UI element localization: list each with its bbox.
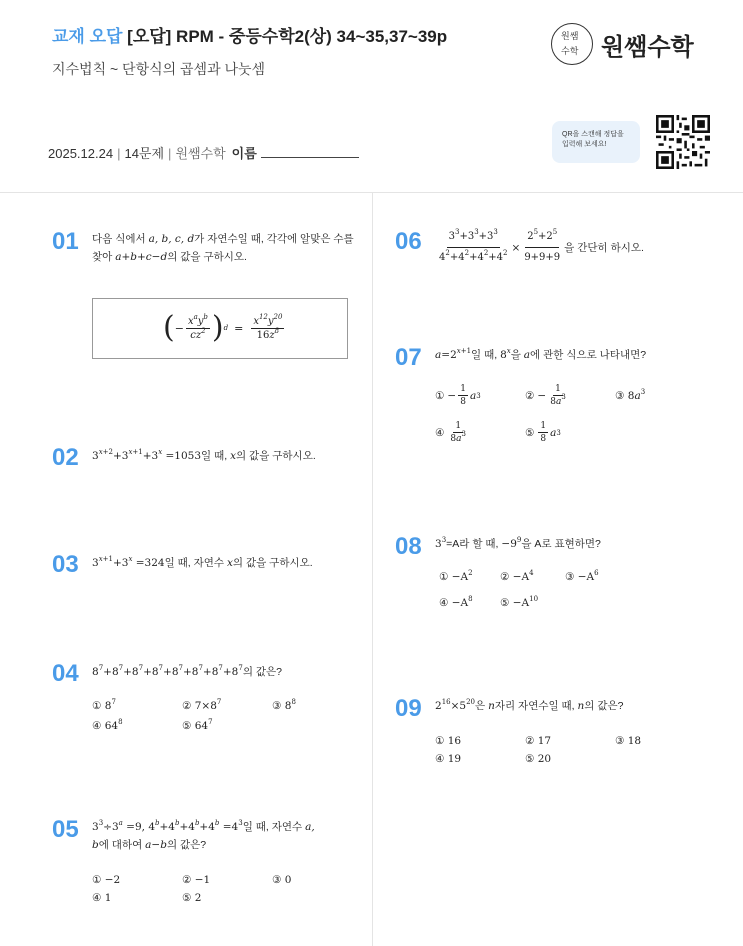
text: 의 값은? <box>242 666 283 678</box>
option-1[interactable]: ① −2 <box>92 874 121 886</box>
option-1[interactable]: ① 16 <box>435 735 462 747</box>
option-3[interactable]: ③ $-A^6$ <box>565 569 599 583</box>
question-text: $3^{x+2}+3^{x+1}+3^x =1053$일 때, x의 값을 구하시오. <box>92 448 316 462</box>
option-1[interactable]: ① − $\frac{1}{8}$ a 3 <box>435 384 481 407</box>
name-field[interactable] <box>261 145 359 158</box>
math-var: n <box>488 700 495 712</box>
math-vars: a, b, c, d <box>148 233 195 245</box>
question-number: 06 <box>395 228 422 255</box>
page-title <box>52 22 447 47</box>
question-number: 05 <box>52 816 79 843</box>
text: 을 <box>510 349 524 361</box>
text: 에 대하여 <box>98 839 146 851</box>
text: 의 값은? <box>166 839 207 851</box>
qr-note <box>552 121 640 163</box>
divider: | <box>117 146 121 161</box>
text: 찾아 <box>92 251 116 263</box>
question-text: $3^3\div 3^a =9$, $4^b+4^b+4^b+4^b =4^3$일 때, 자연수 a, b에 대하여 a−b의 값은? <box>92 819 315 851</box>
worksheet-date: 2025.12.24 <box>48 146 114 161</box>
problem-count: 14문제 <box>124 146 165 161</box>
math-expr: a+b+c−d <box>115 251 168 263</box>
logo-seal-top: 원쌤 <box>561 31 579 41</box>
option-3[interactable]: ③ 0 <box>272 874 292 886</box>
option-5[interactable]: ⑤ $64^7$ <box>182 718 213 732</box>
math-var: n <box>577 700 585 712</box>
option-2[interactable]: ② −1 <box>182 874 211 886</box>
question-number: 08 <box>395 533 422 560</box>
math-var: a, <box>305 821 315 833</box>
page-subtitle: 지수법칙 ~ 단항식의 곱셈과 나눗셈 <box>52 61 266 77</box>
name-label: 이름 <box>231 146 257 161</box>
question-text: $a=2^{x+1}$일 때, 8$^x$을 a에 관한 식으로 나타내면? <box>435 347 647 361</box>
question-number: 04 <box>52 660 79 687</box>
text: 다음 식에서 <box>92 233 149 245</box>
qr-note-line1: QR을 스캔해 정답을 <box>562 131 624 138</box>
text: 의 값을 구하시오. <box>167 251 247 263</box>
option-5[interactable]: ⑤ $-A^{10}$ <box>500 595 539 609</box>
divider: | <box>168 146 172 161</box>
text: =A라 할 때, <box>446 538 502 550</box>
option-4[interactable]: ④ $-A^8$ <box>439 595 473 609</box>
qr-code-icon[interactable] <box>656 115 710 169</box>
title-prefix: 교재 오답 <box>52 27 123 46</box>
text: 자리 자연수일 때, <box>494 700 578 712</box>
logo-text: 원쌤수학 <box>601 33 694 61</box>
option-3[interactable]: ③ $8^8$ <box>272 698 296 712</box>
text: 을 A로 표현하면? <box>521 538 601 550</box>
option-2[interactable]: ② − $\frac{1}{8a^3}$ <box>525 384 566 407</box>
option-3[interactable]: ③ 18 <box>615 735 642 747</box>
question-number: 03 <box>52 551 79 578</box>
question-number: 07 <box>395 344 422 371</box>
text: 가 자연수일 때, 각각에 알맞은 수를 <box>194 233 354 245</box>
brand-logo <box>551 22 694 66</box>
option-5[interactable]: ⑤ 2 <box>182 892 202 904</box>
qr-note-line2: 입력해 보세요! <box>562 141 607 148</box>
option-2[interactable]: ② $-A^4$ <box>500 569 534 583</box>
question-number: 01 <box>52 228 79 255</box>
math-var: b <box>92 839 99 851</box>
question-number: 02 <box>52 444 79 471</box>
option-2[interactable]: ② $7\times 8^7$ <box>182 698 222 712</box>
text: 일 때, 자연수 <box>164 557 227 569</box>
worksheet-meta <box>48 143 359 162</box>
text: 에 관한 식으로 나타내면? <box>530 349 647 361</box>
question-text: $8^7+8^7+8^7+8^7+8^7+8^7+8^7+8^7$의 값은? <box>92 664 283 678</box>
publisher-name: 원쌤수학 <box>175 146 226 161</box>
text: 의 값을 구하시오. <box>236 450 316 462</box>
math-var: x <box>230 450 236 462</box>
option-4[interactable]: ④ 1 <box>92 892 112 904</box>
option-5[interactable]: ⑤ $\frac{1}{8}$ a 3 <box>525 421 561 444</box>
option-4[interactable]: ④ $\frac{1}{8a^3}$ <box>435 421 466 444</box>
question-text <box>92 230 354 266</box>
math-var: a <box>523 349 531 361</box>
logo-seal-bottom: 수학 <box>561 46 579 56</box>
math-expr: a−b <box>145 839 167 851</box>
text: 일 때, <box>471 349 501 361</box>
text: 은 <box>475 700 489 712</box>
question-text: $\frac{3^3+3^3+3^3}{4^2+4^2+4^2+4^2}$ × $\frac{2^5+2^5}{9+9+9}$ 을 간단히 하시오. <box>439 228 644 263</box>
option-2[interactable]: ② 17 <box>525 735 552 747</box>
text: 의 값을 구하시오. <box>232 557 313 569</box>
logo-seal-icon <box>551 23 593 65</box>
option-5[interactable]: ⑤ 20 <box>525 753 552 765</box>
question-number: 09 <box>395 695 422 722</box>
worksheet-header <box>0 0 743 192</box>
title-main: [오답] RPM - 중등수학2(상) 34~35,37~39p <box>127 27 448 46</box>
math-var: x <box>226 557 233 569</box>
text: 을 간단히 하시오. <box>564 241 644 254</box>
option-3[interactable]: ③ $8a^3$ <box>615 388 646 402</box>
equation-box <box>92 298 348 359</box>
text: 일 때, <box>201 450 231 462</box>
column-divider <box>372 193 373 946</box>
option-1[interactable]: ① $8^7$ <box>92 698 116 712</box>
option-4[interactable]: ④ $64^8$ <box>92 718 123 732</box>
option-1[interactable]: ① $-A^2$ <box>439 569 473 583</box>
text: 일 때, 자연수 <box>242 821 306 833</box>
text: 의 값은? <box>584 700 624 712</box>
question-text: $3^{x+1}+3^x =324$일 때, 자연수 x의 값을 구하시오. <box>92 555 313 569</box>
equation: ( − $\frac{x^ay^b}{cz^2}$ ) d = $\frac{x^{12}y^{20}}{16z^8}$ <box>163 310 283 345</box>
question-text: $3^3=A$라 할 때, $-9^9$을 A로 표현하면? <box>435 536 601 550</box>
question-text: $2^{16}\times 5^{20}$은 n자리 자연수일 때, n의 값은? <box>435 698 624 712</box>
option-4[interactable]: ④ 19 <box>435 753 462 765</box>
